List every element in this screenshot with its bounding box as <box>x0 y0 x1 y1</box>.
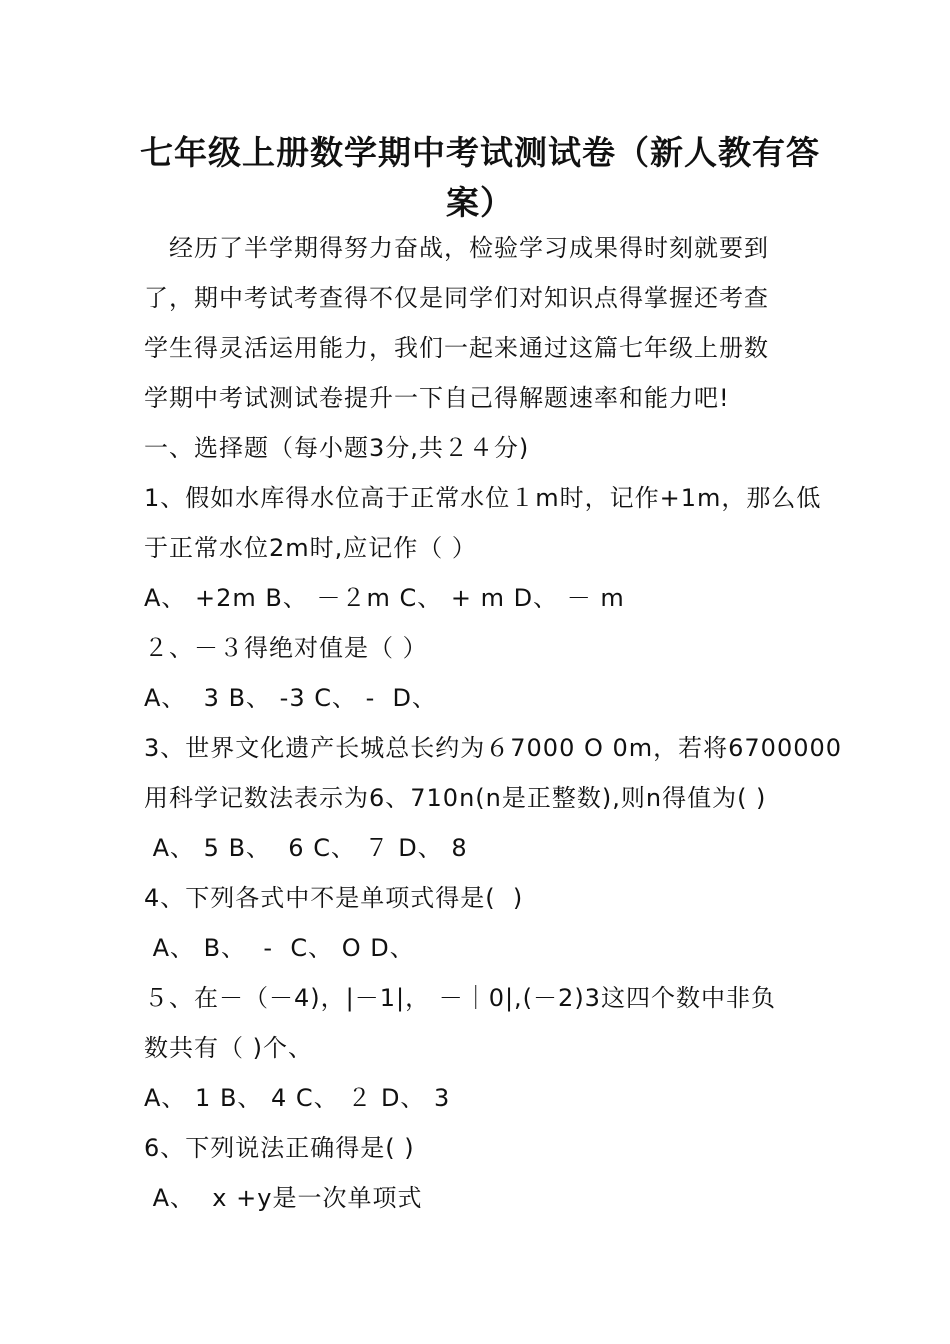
question-line: 6、下列说法正确得是( ) <box>144 1134 415 1162</box>
question-line: ２、－３得绝对值是（ ） <box>144 634 428 662</box>
answer-options: A、 3 B、 -3 C、 - D、 <box>144 684 438 712</box>
question-line: 用科学记数法表示为6、710n(n是正整数),则n得值为( ) <box>144 784 767 812</box>
answer-options: A、 5 B、 6 C、 ７ D、 8 <box>144 834 468 862</box>
answer-options: A、 x +y是一次单项式 <box>144 1184 423 1212</box>
intro-line: 经历了半学期得努力奋战，检验学习成果得时刻就要到 <box>144 234 769 262</box>
question-line: 数共有（ )个、 <box>144 1034 313 1062</box>
intro-line: 学期中考试测试卷提升一下自己得解题速率和能力吧! <box>144 384 730 412</box>
question-line: 3、世界文化遗产长城总长约为６7000 O 0m，若将6700000 <box>144 734 843 762</box>
intro-line: 了，期中考试考查得不仅是同学们对知识点得掌握还考查 <box>144 284 769 312</box>
question-line: 1、假如水库得水位高于正常水位１m时，记作+1m，那么低 <box>144 484 822 512</box>
intro-line: 学生得灵活运用能力，我们一起来通过这篇七年级上册数 <box>144 334 769 362</box>
document-title: 七年级上册数学期中考试测试卷（新人教有答案） <box>140 133 820 222</box>
answer-options: A、 1 B、 4 C、 ２ D、 3 <box>144 1084 451 1112</box>
section-heading: 一、选择题（每小题3分,共２４分) <box>144 434 530 462</box>
question-line: 于正常水位2m时,应记作（ ） <box>144 534 477 562</box>
question-line: 4、下列各式中不是单项式得是( ) <box>144 884 524 912</box>
answer-options: A、 +2m B、 －２m C、 + m D、 － m <box>144 584 625 612</box>
answer-options: A、 B、 - C、 O D、 <box>144 934 415 962</box>
question-line: ５、在－（－4)，|－1|， －｜0|,(－2)3这四个数中非负 <box>144 984 776 1012</box>
